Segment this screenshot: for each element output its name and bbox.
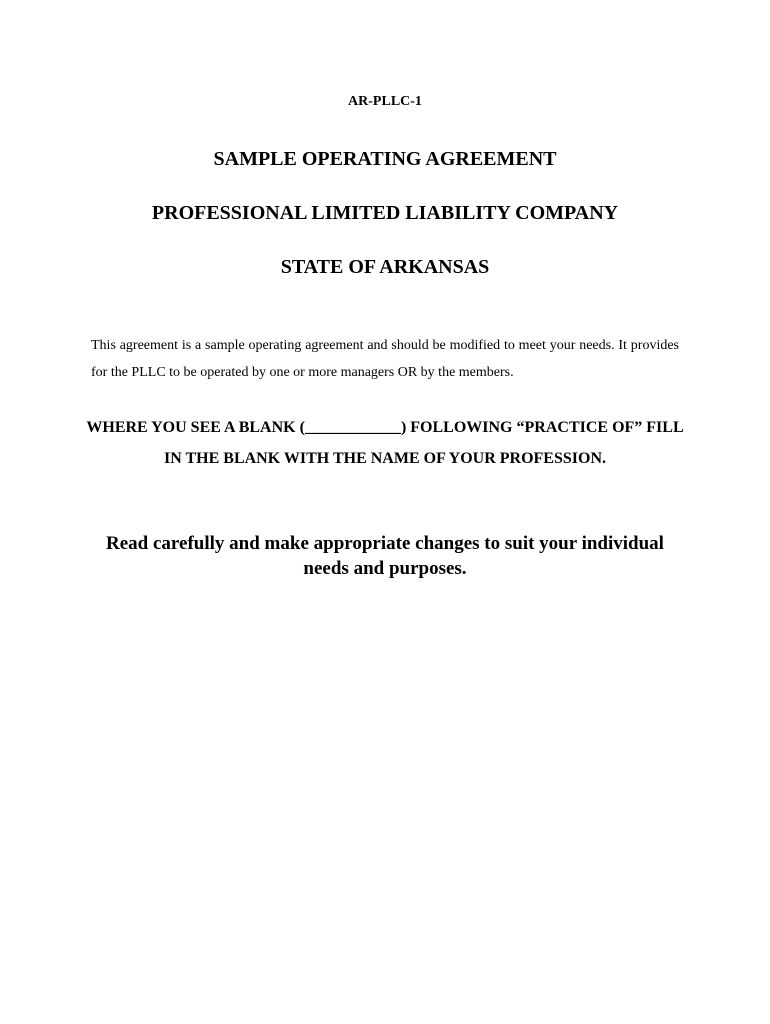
read-carefully-note: Read carefully and make appropriate changes to suit your individual needs and purposes.	[106, 533, 664, 579]
document-title: SAMPLE OPERATING AGREEMENT	[213, 148, 557, 170]
intro-paragraph: This agreement is a sample operating agreement and should be modified to meet your needs. It provides for the PLLC to be operated by one or more managers OR by the members.	[91, 338, 679, 380]
document-subtitle-company-type: PROFESSIONAL LIMITED LIABILITY COMPANY	[151, 202, 619, 224]
document-subtitle-state: STATE OF ARKANSAS	[280, 256, 490, 278]
form-code: AR-PLLC-1	[348, 94, 422, 109]
blank-instruction: WHERE YOU SEE A BLANK (____________) FOLLOWING “PRACTICE OF” FILL IN THE BLANK WITH THE NAME OF YOUR PROFESSION.	[86, 419, 684, 467]
